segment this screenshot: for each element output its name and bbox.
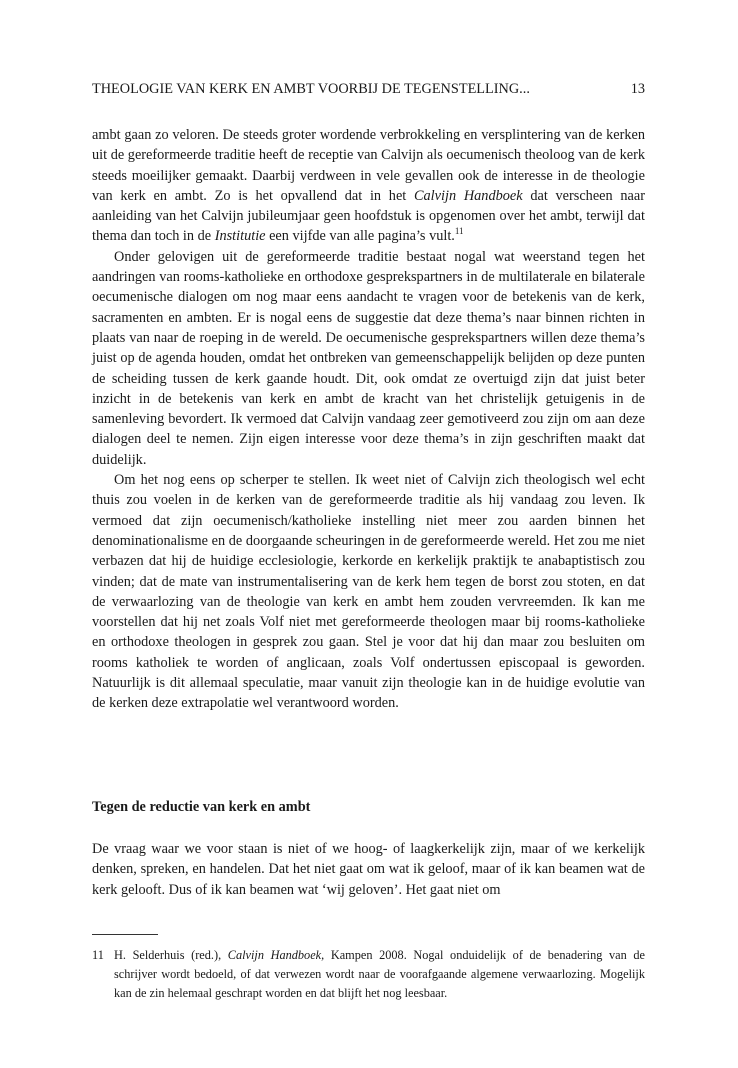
footnote-divider — [92, 934, 158, 935]
running-head — [92, 80, 645, 98]
italic-title: Calvijn Handboek — [414, 187, 523, 204]
paragraph-4: De vraag waar we voor staan is niet of we hoog- of laagkerkelijk zijn, maar of we kerkelijk denken, spreken, en handelen. Dat het niet gaat om wat ik geloof, maar of ik kan beamen wat de kerk gelooft. Dus of ik kan beamen wat ‘wij geloven’. Het gaat niet om — [92, 841, 645, 898]
running-head-title: THEOLOGIE VAN KERK EN AMBT VOORBIJ DE TEGENSTELLING... — [92, 81, 530, 97]
italic-title: Calvijn Handboek, — [227, 948, 325, 962]
italic-title: Institutie — [214, 228, 266, 245]
footnote — [92, 946, 645, 1003]
footnote-number: 11 — [92, 948, 104, 962]
body-text-section — [92, 839, 645, 900]
section-heading: Tegen de reductie van kerk en ambt — [92, 799, 311, 815]
paragraph-2: Onder gelovigen uit de gereformeerde traditie bestaat nogal wat weerstand tegen het aandringen van rooms-katholieke en orthodoxe gesprekspartners in de multilaterale en bilaterale oecumenische dialogen om nog maar eens aandacht te vragen voor de betekenis van de kerk, sacramenten en ambten. Er is nogal eens de suggestie dat deze thema’s naar binnen richten in plaats van naar de roeping in de wereld. De oecumenische gesprekspartners willen deze thema’s juist op de agenda houden, omdat het ontbreken van gemeenschappelijk belijden op deze punten de scheiding tussen de kerk gaande houdt. Dit, ook omdat ze overtuigd zijn dat juist beter inzicht in de betekenis van kerk en ambt de kracht van het christelijk getuigenis in de samenleving bevordert. Ik vermoed dat Calvijn vandaag zeer gemotiveerd zou zijn om aan deze dialogen deel te nemen. Zijn eigen interesse voor deze thema’s in zijn geschriften maakt dat duidelijk. — [92, 248, 645, 468]
paragraph-1: ambt gaan zo veloren. De steeds groter wordende verbrokkeling en versplintering van de kerken uit de gereformeerde traditie heeft de receptie van Calvijn als oecumenisch theoloog van de kerk steeds moeilijker gemaakt. Daarbij verdween in vele gevallen ook de interesse in de theologie van kerk en ambt. Zo is het opvallend dat in het Calvijn Handboek dat verscheen naar aanleiding van het Calvijn jubileumjaar geen hoofdstuk is opgenomen over het ambt, terwijl dat thema dan toch in de Institutie een vijfde van alle pagina’s vult.$^{11}$ — [92, 127, 645, 245]
body-text — [92, 125, 645, 714]
paragraph-3: Om het nog eens op scherper te stellen. Ik weet niet of Calvijn zich theologisch wel echt thuis zou voelen in de kerken van de gereformeerde traditie als hij vandaag zou leven. Ik vermoed dat zijn oecumenisch/katholieke instelling niet meer zou aarden binnen het denominationalisme en de doorgaande scheuringen in de gereformeerde wereld. Het zou me niet verbazen dat hij de huidige ecclesiologie, kerkorde en kerkelijk praktijk te anabaptistisch zou vinden; dat de mate van instrumentalisering van de kerk hem tegen de borst zou stoten, en dat de verwaarlozing van de theologie van kerk en ambt hem zouden vervreemden. Ik kan me voorstellen dat hij net zoals Volf niet met gereformeerde theologen maar bij rooms-katholieke en orthodoxe theologen in gesprek zou gaan. Stel je voor dat hij dan maar zou besluiten om rooms katholiek te worden of anglicaan, zoals Volf ondertussen episcopaal is geworden. Natuurlijk is dit allemaal speculatie, maar vanuit zijn theologie kan in de huidige evolutie van de kerken deze extrapolatie wel verantwoord worden. — [92, 472, 645, 712]
page-number: 13 — [630, 81, 645, 97]
footnote-reference[interactable]: 11 — [454, 226, 464, 237]
footnote-text: H. Selderhuis (red.), Calvijn Handboek, Kampen 2008. Nogal onduidelijk of de benadering van de schrijver wordt bedoeld, of dat verwezen wordt naar de voorafgaande algemene verwaarlozing. Mogelijk kan de zin helemaal geschrapt worden en dat blijft het nog leesbaar. — [114, 948, 645, 1000]
